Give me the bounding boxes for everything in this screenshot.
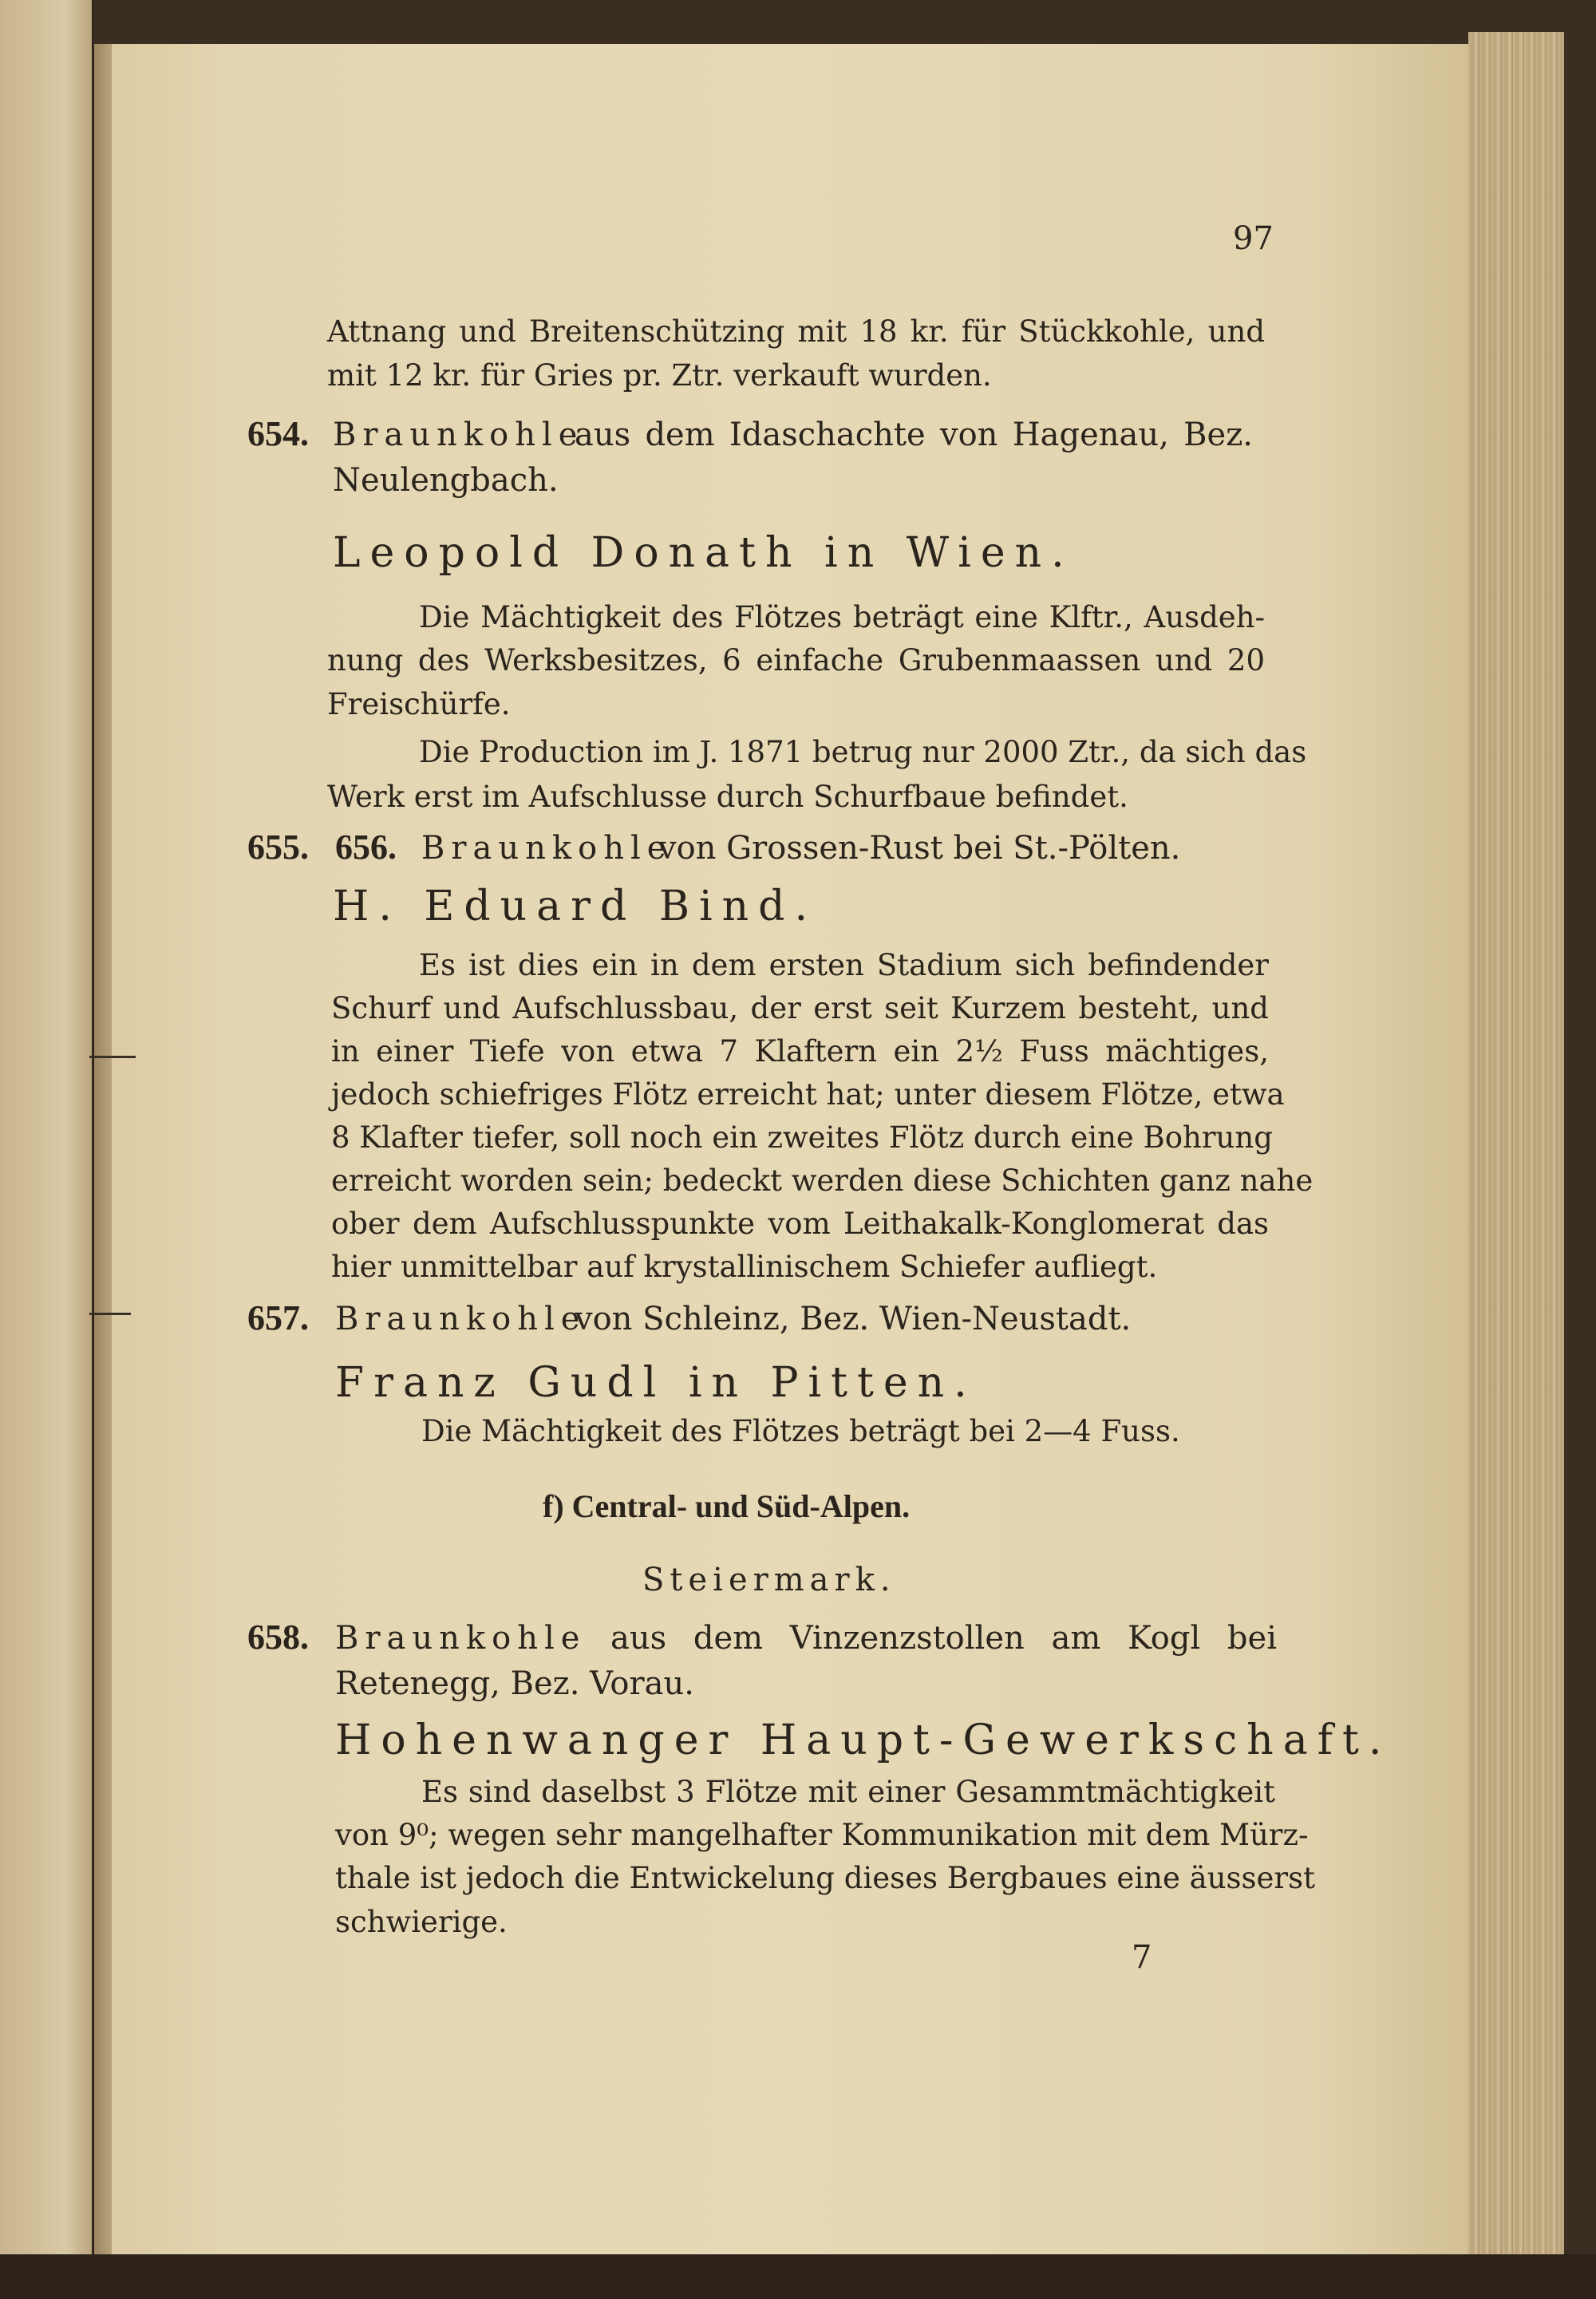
left-page-edge bbox=[0, 0, 94, 2299]
paragraph-line: Die Mächtigkeit des Flötzes beträgt bei 2—4 Fuss. bbox=[421, 1414, 1180, 1448]
entry-description: Neulengbach. bbox=[333, 462, 559, 499]
paragraph-line: Es sind daselbst 3 Flötze mit einer Gesammtmächtigkeit bbox=[421, 1775, 1275, 1809]
paragraph-line: Werk erst im Aufschlusse durch Schurfbaue befindet. bbox=[327, 780, 1128, 814]
paragraph-line: thale ist jedoch die Entwickelung dieses Bergbaues eine äusserst bbox=[335, 1861, 1315, 1895]
section-heading: f) Central- und Süd-Alpen. bbox=[543, 1488, 911, 1524]
paragraph-line: nung des Werksbesitzes, 6 einfache Grubenmaassen und 20 bbox=[327, 643, 1265, 677]
paragraph-line: Die Mächtigkeit des Flötzes beträgt eine Klftr., Ausdeh- bbox=[419, 600, 1265, 634]
paragraph-line: hier unmittelbar auf krystallinischem Schiefer aufliegt. bbox=[331, 1250, 1158, 1284]
entry-number: 656. bbox=[335, 828, 397, 867]
signature-mark: 7 bbox=[1132, 1939, 1152, 1976]
paragraph-line: 8 Klafter tiefer, soll noch ein zweites Flötz durch eine Bohrung bbox=[331, 1120, 1273, 1155]
entry-kind: Braunkohle bbox=[335, 1620, 587, 1657]
entry-description: Retenegg, Bez. Vorau. bbox=[335, 1665, 694, 1702]
paragraph-line: in einer Tiefe von etwa 7 Klaftern ein 2½ Fuss mächtiges, bbox=[331, 1034, 1269, 1069]
entry-owner: Leopold Donath in Wien. bbox=[333, 529, 1074, 577]
paragraph-line: schwierige. bbox=[335, 1905, 508, 1939]
page-number: 97 bbox=[1233, 220, 1274, 257]
entry-description: aus dem Idaschachte von Hagenau, Bez. bbox=[575, 417, 1253, 453]
paragraph-line: von 9⁰; wegen sehr mangelhafter Kommunikation mit dem Mürz- bbox=[335, 1818, 1309, 1852]
entry-number: 654. bbox=[247, 414, 309, 453]
margin-mark bbox=[89, 1056, 136, 1058]
entry-owner: Franz Gudl in Pitten. bbox=[335, 1359, 977, 1407]
page-stack-edge bbox=[1468, 32, 1564, 2266]
paragraph-line: Die Production im J. 1871 betrug nur 2000 Ztr., da sich das bbox=[419, 735, 1307, 769]
paragraph-line: erreicht worden sein; bedeckt werden diese Schichten ganz nahe bbox=[331, 1163, 1314, 1198]
paragraph-line: Es ist dies ein in dem ersten Stadium sich befindender bbox=[419, 948, 1269, 982]
paragraph-line: ober dem Aufschlusspunkte vom Leithakalk-Konglomerat das bbox=[331, 1207, 1269, 1241]
bottom-background bbox=[0, 2254, 1596, 2299]
intro-line: Attnang und Breitenschützing mit 18 kr. für Stückkohle, und bbox=[327, 314, 1265, 349]
entry-owner: Hohenwanger Haupt-Gewerkschaft. bbox=[335, 1716, 1392, 1764]
intro-line: mit 12 kr. für Gries pr. Ztr. verkauft wurden. bbox=[327, 358, 992, 393]
entry-description: aus dem Vinzenzstollen am Kogl bei bbox=[610, 1620, 1277, 1657]
margin-mark bbox=[89, 1313, 131, 1315]
entry-number: 655. bbox=[247, 828, 309, 867]
top-background bbox=[94, 0, 1596, 44]
entry-number: 657. bbox=[247, 1298, 309, 1337]
entry-kind: Braunkohle bbox=[335, 1301, 587, 1337]
entry-description: von Grossen-Rust bei St.-Pölten. bbox=[658, 830, 1181, 867]
paragraph-line: jedoch schiefriges Flötz erreicht hat; unter diesem Flötze, etwa bbox=[331, 1077, 1285, 1112]
entry-description: von Schleinz, Bez. Wien-Neustadt. bbox=[575, 1301, 1132, 1337]
entry-owner: H. Eduard Bind. bbox=[333, 883, 817, 930]
region-heading: Steiermark. bbox=[642, 1562, 896, 1598]
entry-kind: Braunkohle bbox=[333, 417, 584, 453]
paragraph-line: Freischürfe. bbox=[327, 687, 511, 721]
paragraph-line: Schurf und Aufschlussbau, der erst seit Kurzem besteht, und bbox=[331, 991, 1269, 1025]
entry-kind: Braunkohle bbox=[421, 830, 673, 867]
entry-number: 658. bbox=[247, 1618, 309, 1657]
